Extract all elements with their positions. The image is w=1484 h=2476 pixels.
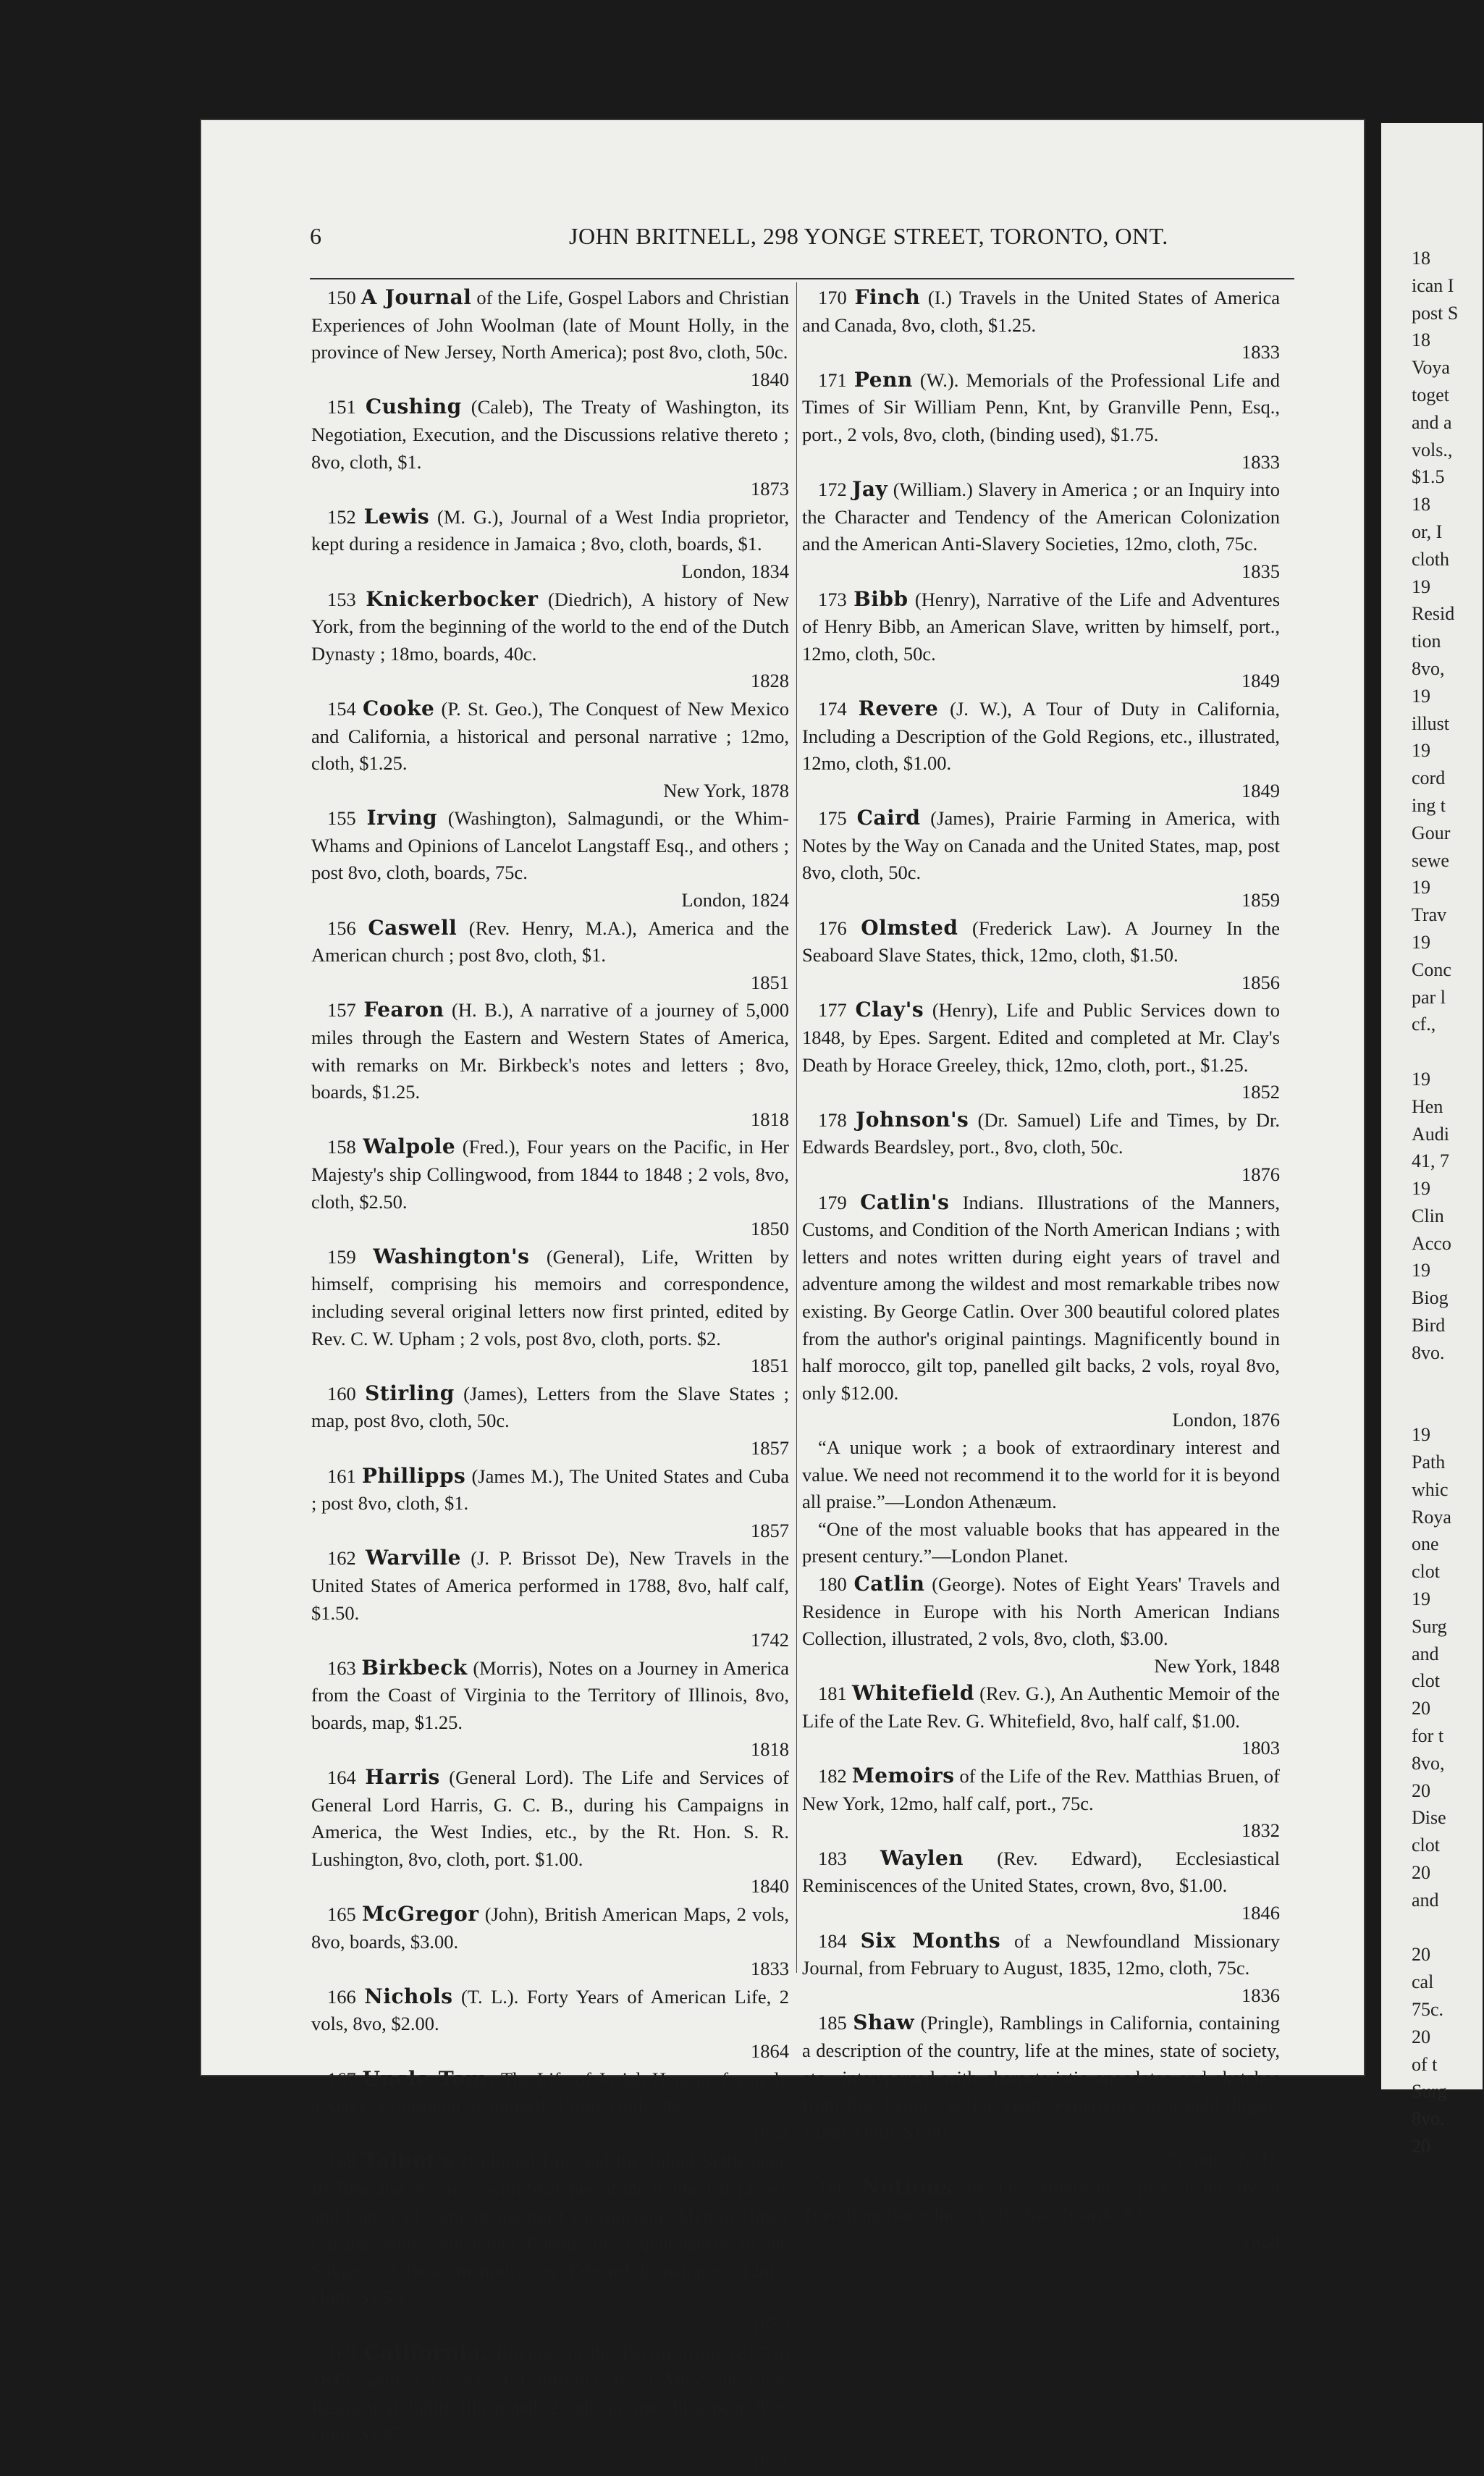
entry-date: 1851: [751, 971, 789, 993]
facing-page-text-fragment: 20: [1412, 2026, 1430, 2047]
entry-number: 168: [327, 2150, 363, 2173]
entry-keyword: Caswell: [368, 915, 458, 940]
entry-keyword: Harris: [365, 1765, 440, 1790]
catalog-entry: [311, 2339, 789, 2476]
entry-keyword: Cushing: [365, 395, 462, 419]
entry-keyword: Irving: [366, 806, 438, 830]
facing-page-text-fragment: 8vo.: [1412, 1342, 1445, 1363]
entry-description: (General Lord). The Life and Services of General Lord Harris, G. C. B., during his Campaigns in America, the West Indies, etc., by the Rt. Hon. S. R. Lushington, 8vo, cloth, port. $1.00.: [311, 1767, 789, 1870]
facing-page-text-fragment: Dise: [1412, 1807, 1446, 1829]
facing-page-text-fragment: Bird: [1412, 1315, 1446, 1336]
entry-date: 1852: [1241, 1081, 1280, 1103]
entry-number: 164: [327, 1767, 366, 1789]
entry-keyword: Warville: [366, 1546, 461, 1570]
entry-number: 182: [818, 1765, 852, 1787]
facing-page-text-fragment: 18: [1412, 248, 1430, 269]
facing-page-text-fragment: Gour: [1412, 822, 1451, 843]
entry-keyword: A Journal: [361, 285, 472, 309]
entry-number: 175: [818, 807, 857, 830]
entry-keyword: Johnson's: [856, 1107, 969, 1132]
facing-page-text-fragment: for t: [1412, 1725, 1444, 1747]
entry-date: 1856: [1241, 971, 1280, 993]
catalog-entry: [802, 284, 1280, 366]
entry-number: 161: [327, 1465, 362, 1487]
facing-page-text-fragment: Acco: [1412, 1232, 1451, 1254]
facing-page-text-fragment: ing t: [1412, 794, 1446, 816]
facing-page-text-fragment: [1412, 1038, 1484, 1066]
entry-number: 158: [327, 1136, 363, 1158]
entry-number: 165: [327, 1903, 362, 1926]
entry-number: 156: [327, 917, 368, 939]
entry-date: Toronto, N. D.: [1168, 2148, 1280, 2170]
catalog-entry: [802, 914, 1280, 997]
entry-date: 1849: [1241, 670, 1280, 692]
entry-number: 183: [818, 1847, 880, 1869]
entry-description: (J. P. Brissot De), New Travels in the United States of America performed in 1788, 8vo, half calf, $1.50.: [311, 1547, 789, 1624]
entry-number: 176: [818, 917, 861, 939]
facing-page-text-fragment: Surg: [1412, 2081, 1447, 2102]
entry-description: (Henry), Narrative of the Life and Adventures of Henry Bibb, an American Slave, written by himself, port., 12mo, cloth, 50c.: [802, 588, 1281, 665]
entry-description: of the Americans, picked up by a Travelling Bachelor, 2 vols., 8vo, boards, $2,: [802, 2176, 1281, 2226]
facing-page-text-fragment: 20: [1412, 1944, 1430, 1966]
entry-description: (James), Prairie Farming in America, with Notes by the Way on Canada and the United States, map, post 8vo, cloth, 50c.: [802, 807, 1280, 884]
entry-number: 166: [327, 1985, 365, 2008]
entry-number: 186: [818, 2176, 862, 2198]
facing-page-text-fragment: [1412, 1394, 1484, 1421]
entry-description: of the Life, Gospel Labors and Christian Experiences of John Woolman (late of Mount Holly, in the province of New Jersey, North America); post 8vo, cloth, 50c.: [311, 287, 789, 363]
catalog-entry: [802, 1845, 1280, 1927]
entry-date: 1828: [1241, 2231, 1280, 2253]
catalog-entry: [802, 996, 1280, 1106]
entry-number: 162: [327, 1547, 366, 1570]
catalog-entry: [802, 2009, 1280, 2173]
facing-page-text-fragment: illust: [1412, 712, 1450, 734]
catalog-entry: [311, 393, 789, 502]
entry-description: (Caleb), The Treaty of Washington, its Negotiation, Execution, and the Discussions relative thereto ; 8vo, cloth, $1.: [311, 396, 789, 473]
entry-keyword: Nichols: [364, 1984, 453, 2008]
entry-number: 172: [818, 479, 853, 501]
entry-date: 1873: [751, 478, 789, 500]
catalog-entry: [802, 1570, 1280, 1680]
facing-page-text-fragment: 19: [1412, 1068, 1430, 1090]
catalog-entry: [311, 284, 789, 393]
review-quote: “One of the most valuable books that has appeared in the present century.”—London Planet.: [802, 1517, 1280, 1567]
header-rule: [310, 278, 1294, 279]
entry-number: 170: [818, 287, 855, 308]
facing-page-text-fragment: Biog: [1412, 1287, 1449, 1309]
facing-page-text-fragment: 19: [1412, 1178, 1430, 1200]
entry-date: 1857: [751, 1436, 789, 1459]
entry-number: 163: [327, 1656, 362, 1679]
facing-page-text-fragment: vols.,: [1412, 439, 1453, 460]
facing-page-text-fragment: 41, 7: [1412, 1150, 1449, 1172]
facing-page-text-fragment: one: [1412, 1533, 1439, 1555]
facing-page-text-fragment: 19: [1412, 1260, 1430, 1281]
facing-page-text-fragment: clot: [1412, 1835, 1440, 1856]
entry-keyword: Birkbeck: [361, 1655, 468, 1680]
facing-page-text-fragment: sewe: [1412, 849, 1449, 871]
right-column: [802, 284, 1280, 2256]
catalog-entry: [311, 1983, 789, 2066]
catalog-entry: [802, 586, 1280, 695]
catalog-entry: [311, 1462, 789, 1545]
facing-page-text-fragment: Conc: [1412, 959, 1451, 980]
entry-description: (H. B.), A narrative of a journey of 5,000 miles through the Eastern and Western States of America, with remarks on Mr. Birkbeck's notes and letters ; 8vo, boards, $1.25.: [311, 999, 790, 1103]
facing-page-text-fragment: ican I: [1412, 274, 1454, 296]
entry-keyword: Memoirs: [851, 1764, 955, 1788]
entry-description: (James M.), The United States and Cuba ; post 8vo, cloth, $1.: [311, 1465, 790, 1515]
catalog-entry: [311, 503, 789, 586]
entry-description: Rovings in the Pacific from 1837 to 1849, with a Glance at California, by a Merchant Long Resident at Tahiti. Illustrated, 2 vols. in one, thick post, 8vo, cloth, $1.25.: [311, 2341, 790, 2446]
facing-page-text-fragment: Path: [1412, 1452, 1446, 1473]
facing-page: [1381, 123, 1483, 2157]
entry-number: 151: [327, 396, 366, 418]
entry-date: 1840: [751, 1875, 789, 1898]
facing-page-text-fragment: Roya: [1412, 1506, 1451, 1528]
entry-description: (Fred.), Four years on the Pacific, in Her Majesty's ship Collingwood, from 1844 to 1848 ; 2 vols, 8vo, cloth, $2.50.: [311, 1136, 790, 1213]
catalog-entry: [802, 476, 1280, 585]
facing-page-text-fragment: of t: [1412, 2053, 1438, 2075]
facing-page-text-fragment: 19: [1412, 576, 1430, 597]
entry-description: of the Life of the Rev. Matthias Bruen, of New York, 12mo, half calf, port., 75c.: [802, 1765, 1280, 1814]
entry-date: London, 1834: [681, 560, 789, 582]
entry-date: 1857: [751, 1519, 789, 1541]
facing-page-text-fragment: whic: [1412, 1478, 1449, 1500]
entry-keyword: Stirling: [365, 1381, 455, 1405]
entry-keyword: Six Months: [860, 1928, 1001, 1953]
facing-page-text-fragment: 75c.: [1412, 1999, 1444, 2020]
facing-page-text-fragment: cloth: [1412, 548, 1449, 570]
entry-keyword: Shaw: [853, 2010, 915, 2035]
entry-number: 160: [327, 1382, 366, 1405]
entry-keyword: Olmsted: [861, 915, 958, 940]
entry-keyword: Clay's: [855, 998, 924, 1022]
facing-page-text-fragment: 20: [1412, 2135, 1430, 2157]
catalog-page: [201, 120, 1364, 2472]
entry-keyword: Notions: [861, 2174, 953, 2199]
facing-page-text-fragment: 19: [1412, 931, 1430, 953]
left-column: [311, 284, 789, 2476]
catalog-entry: [311, 1380, 789, 1462]
entry-description: of a Newfoundland Missionary Journal, from February to August, 1835, 12mo, cloth, 75c.: [802, 1929, 1280, 1979]
entry-date: London, 1876: [1172, 1409, 1280, 1431]
page-number: 6: [310, 223, 322, 249]
entry-date: 1742: [751, 1629, 789, 1651]
entry-date: 1851: [751, 2450, 789, 2472]
catalog-entry: [311, 2066, 789, 2148]
facing-page-text-fragment: and: [1412, 1889, 1439, 1911]
entry-keyword: Penn: [853, 367, 913, 392]
entry-keyword: Waylen: [880, 1845, 964, 1870]
entry-date: London, 1824: [681, 889, 789, 911]
facing-page-text-fragment: $1.5: [1412, 466, 1445, 488]
catalog-entry: [311, 1133, 789, 1242]
entry-description: (Colonel) Life and the Talbot Settlement. Its Rise and Progress, with Sketches of the Public Characters and Career of some of the most Conspicuous Men in Upper Canada, who were either Friends or Acquaintances of the Subject of these memoirs, by Edward Ermatinger, 12mo, cloth, $1.50.: [311, 2150, 789, 2309]
facing-page-text-fragment: 8vo,: [1412, 1752, 1445, 1774]
facing-page-text-fragment: Clin: [1412, 1205, 1444, 1226]
entry-date: 1835: [1241, 560, 1280, 582]
entry-date: New York, 1848: [1154, 1654, 1280, 1677]
catalog-entry: [802, 695, 1280, 804]
facing-page-text-fragment: 19: [1412, 877, 1430, 898]
entry-description: (George). Notes of Eight Years' Travels and Residence in Europe with his North American Indians Collection, illustrated, 2 vols, 8vo, cloth, $3.00.: [802, 1572, 1281, 1650]
page-header: [310, 223, 1320, 259]
entry-description: (General), Life, Written by himself, comprising his memoirs and correspondence, including several original letters now first printed, edited by Rev. C. W. Upham ; 2 vols, post 8vo, cloth, ports. $2.: [311, 1245, 790, 1349]
catalog-entry: [802, 366, 1280, 476]
catalog-entry: [311, 804, 789, 914]
entry-keyword: Jay: [852, 477, 888, 502]
facing-page-text-fragment: clot: [1412, 1670, 1440, 1692]
entry-description: (James), Letters from the Slave States ; map, post 8vo, cloth, 50c.: [311, 1382, 789, 1432]
facing-page-text-fragment: Hen: [1412, 1095, 1443, 1117]
facing-page-text-fragment: toget: [1412, 384, 1449, 405]
entry-keyword: Walpole: [363, 1134, 456, 1159]
catalog-entry: [311, 1654, 789, 1764]
entry-number: 180: [818, 1572, 854, 1595]
facing-page-text-fragment: or, I: [1412, 521, 1443, 542]
entry-description: (P. St. Geo.), The Conquest of New Mexico and California, a historical and personal narrative ; 12mo, cloth, $1.25.: [311, 697, 789, 775]
facing-page-text-fragment: Voya: [1412, 357, 1450, 379]
entry-description: (Washington), Salmagundi, or the Whim-Whams and Opinions of Lancelot Langstaff Esq., and others ; post 8vo, cloth, boards, 75c.: [311, 807, 789, 884]
entry-keyword: Phillipps: [361, 1463, 466, 1488]
entry-keyword: Bibb: [853, 586, 908, 611]
catalog-entry: [311, 586, 789, 695]
entry-date: 1849: [1241, 779, 1280, 801]
entry-keyword: Whitefield: [852, 1681, 974, 1706]
entry-date: 1840: [751, 368, 789, 390]
facing-page-text-fragment: 20: [1412, 1862, 1430, 1884]
entry-description: (John), British American Maps, 2 vols, 8vo, boards, $3.00.: [311, 1903, 790, 1953]
catalog-entry: [802, 804, 1280, 914]
entry-keyword: Knickerbocker: [366, 586, 539, 611]
review-quote: “A unique work ; a book of extraordinary interest and value. We need not recommend it to the world for it is beyond all praise.”—London Athenæum.: [802, 1436, 1280, 1513]
entry-description: (M. G.), Journal of a West India proprietor, kept during a residence in Jamaica ; 8vo, cloth, boards, $1.: [311, 505, 789, 555]
catalog-entry: [311, 914, 789, 997]
entry-number: 154: [327, 697, 363, 720]
facing-page-text-fragment: 19: [1412, 740, 1430, 762]
facing-page-text-fragment: cal: [1412, 1971, 1434, 1993]
entry-keyword: Fearon: [363, 998, 444, 1022]
catalog-entry: [311, 695, 789, 804]
catalog-entry: [802, 1189, 1280, 1434]
entry-description: (Henry), Life and Public Services down to 1848, by Epes. Sargent. Edited and completed at Mr. Clay's Death by Horace Greeley, thick, 12mo, cloth, port., $1.25.: [802, 999, 1280, 1076]
entry-number: 181: [818, 1683, 852, 1705]
entry-date: 1859: [751, 2313, 789, 2336]
entry-date: 1833: [1241, 450, 1280, 473]
entry-number: 153: [327, 588, 366, 610]
entry-number: 167: [327, 2068, 363, 2090]
entry-keyword: Finch: [854, 285, 921, 309]
entry-number: 169: [327, 2341, 364, 2364]
facing-page-text-fragment: [1412, 1914, 1484, 1942]
facing-page-text-fragment: Resid: [1412, 603, 1455, 625]
catalog-entry: [802, 1680, 1280, 1762]
catalog-entry: [311, 1900, 789, 1983]
facing-page-text-fragment: 18: [1412, 329, 1430, 351]
entry-number: 150: [327, 287, 361, 308]
facing-page-text-fragment: 20: [1412, 1780, 1430, 1801]
entry-number: 179: [818, 1191, 861, 1213]
entry-number: 157: [327, 999, 364, 1022]
facing-page-text-fragment: cf.,: [1412, 1014, 1436, 1035]
facing-page-text-fragment: and a: [1412, 411, 1452, 433]
entry-date: 1833: [751, 1958, 789, 1980]
entry-date: New York, 1878: [663, 779, 789, 801]
entry-keyword: Caird: [856, 806, 921, 830]
entry-description: (Dr. Samuel) Life and Times, by Dr. Edwards Beardsley, port., 8vo, cloth, 50c.: [802, 1108, 1280, 1158]
entry-description: (Pringle), Ramblings in California, containing a description of the country, life at the mines, state of society, etc., interspersed with characteristic anecdotes and sketches from life, being the five years' experience of a gold digger, 12mo, cloth, $1.00.: [802, 2012, 1281, 2143]
entry-date: 1851: [751, 1355, 789, 1377]
facing-page-text-fragment: and: [1412, 1643, 1439, 1664]
entry-description: (William.) Slavery in America ; or an Inquiry into the Character and Tendency of the American Colonization and the American Anti-Slavery Societies, 12mo, cloth, 75c.: [802, 479, 1281, 555]
entry-description: (Diedrich), A history of New York, from the beginning of the world to the end of the Dutch Dynasty ; 18mo, boards, 40c.: [311, 588, 789, 665]
entry-date: 1803: [1241, 1737, 1280, 1759]
entry-date: 1836: [1241, 1984, 1280, 2006]
entry-date: 1850: [751, 1218, 789, 1240]
entry-description: (Morris), Notes on a Journey in America from the Coast of Virginia to the Territory of Illinois, 8vo, boards, map, $1.25.: [311, 1656, 789, 1733]
entry-number: 178: [818, 1108, 856, 1131]
entry-keyword: Uncle Tom.: [362, 2066, 495, 2091]
facing-page-text-fragment: clot: [1412, 1561, 1440, 1583]
entry-number: 159: [327, 1245, 374, 1268]
entry-keyword: Talbot's: [363, 2149, 455, 2173]
facing-page-text-fragment: 8vo.: [1412, 2108, 1445, 2130]
catalog-entry: [311, 996, 789, 1133]
entry-description: The Life of Josiah Henson, formerly a Slave, as narrated by himself, 12mo, cloth, 30c.: [311, 2068, 790, 2118]
entry-date: 1818: [751, 1108, 789, 1130]
entry-description: (Frederick Law). A Journey In the Seaboard Slave States, thick, 12mo, cloth, $1.50.: [802, 917, 1281, 967]
entry-date: 1852: [751, 2122, 789, 2144]
facing-page-text-fragment: par l: [1412, 986, 1446, 1008]
catalog-entry: [802, 1927, 1280, 2010]
entry-description: (J. W.), A Tour of Duty in California, Including a Description of the Gold Regions, etc., illustrated, 12mo, cloth, $1.00.: [802, 697, 1280, 775]
entry-date: 1859: [1241, 889, 1280, 911]
entry-description: Indians. Illustrations of the Manners, Customs, and Condition of the North American Indians ; with letters and notes written during eight years of travel and adventure among the wildest and most remarkable tribes now existing. By George Catlin. Over 300 beautiful colored plates from the author's original paintings. Magnificently bound in half morocco, gilt top, panelled gilt backs, 2 vols, royal 8vo, only $12.00.: [802, 1191, 1280, 1404]
facing-page-text-fragment: 18: [1412, 494, 1430, 515]
entry-keyword: Cooke: [362, 696, 435, 720]
facing-page-text-fragment: tion: [1412, 631, 1441, 652]
entry-number: 155: [327, 807, 367, 830]
catalog-entry: [802, 1762, 1280, 1845]
entry-keyword: Washington's: [373, 1244, 530, 1268]
entry-date: 1846: [1241, 1902, 1280, 1924]
entry-date: 1818: [751, 1738, 789, 1761]
entry-keyword: Catlin: [853, 1571, 925, 1596]
entry-description: (Rev. Edward), Ecclesiastical Reminiscences of the United States, crown, 8vo, $1.00.: [802, 1847, 1280, 1897]
entry-description: (Rev. Henry, M.A.), America and the American church ; post 8vo, cloth, $1.: [311, 917, 790, 967]
catalog-entry: [311, 1243, 789, 1380]
entry-keyword: Catlin's: [860, 1189, 950, 1214]
entry-date: 1876: [1241, 1163, 1280, 1185]
entry-date: 1864: [751, 2040, 789, 2062]
entry-description: (W.). Memorials of the Professional Life and Times of Sir William Penn, Knt, by Granville Penn, Esq., port., 2 vols, 8vo, cloth, (binding used), $1.75.: [802, 369, 1280, 445]
entry-number: 152: [327, 505, 364, 528]
entry-description: (Rev. G.), An Authentic Memoir of the Life of the Late Rev. G. Whitefield, 8vo, half calf, $1.00.: [802, 1683, 1281, 1732]
facing-page-text-fragment: post S: [1412, 302, 1459, 324]
facing-page-text-fragment: 19: [1412, 1588, 1430, 1610]
catalog-entry: [311, 1764, 789, 1900]
entry-date: 1828: [751, 670, 789, 692]
facing-page-text-fragment: 8vo,: [1412, 657, 1445, 679]
entry-number: 185: [818, 2012, 853, 2034]
column-divider: [796, 282, 797, 1973]
facing-page-text-fragment: 19: [1412, 1424, 1430, 1446]
entry-date: 1832: [1241, 1819, 1280, 1842]
facing-page-text-fragment: Trav: [1412, 904, 1447, 926]
facing-page-text-fragment: 19: [1412, 685, 1430, 707]
facing-page-fragments: [1412, 245, 1484, 2160]
entry-number: 171: [818, 369, 854, 391]
entry-keyword: Lewis: [363, 504, 430, 529]
facing-page-text-fragment: cord: [1412, 767, 1446, 789]
facing-page-text-fragment: 20: [1412, 1698, 1430, 1719]
facing-page-text-fragment: Audi: [1412, 1123, 1449, 1145]
entry-number: 177: [818, 999, 856, 1022]
entry-description: (I.) Travels in the United States of America and Canada, 8vo, cloth, $1.25.: [802, 287, 1281, 336]
facing-page-text-fragment: [1412, 1367, 1484, 1394]
page-title: JOHN BRITNELL, 298 YONGE STREET, TORONTO, ONT.: [569, 223, 1168, 249]
entry-number: 174: [818, 697, 859, 720]
entry-keyword: California.: [363, 2340, 489, 2365]
entry-keyword: Revere: [858, 696, 939, 720]
entry-number: 184: [818, 1929, 861, 1952]
entry-keyword: McGregor: [362, 1902, 479, 1927]
catalog-entry: [802, 1106, 1280, 1189]
entry-date: 1833: [1241, 341, 1280, 363]
catalog-entry: [311, 1544, 789, 1654]
catalog-entry: [802, 2173, 1280, 2256]
catalog-entry: [311, 2147, 789, 2338]
entry-description: (T. L.). Forty Years of American Life, 2 vols, 8vo, $2.00.: [311, 1985, 790, 2035]
facing-page-text-fragment: Surg: [1412, 1615, 1447, 1637]
entry-number: 173: [818, 588, 854, 610]
